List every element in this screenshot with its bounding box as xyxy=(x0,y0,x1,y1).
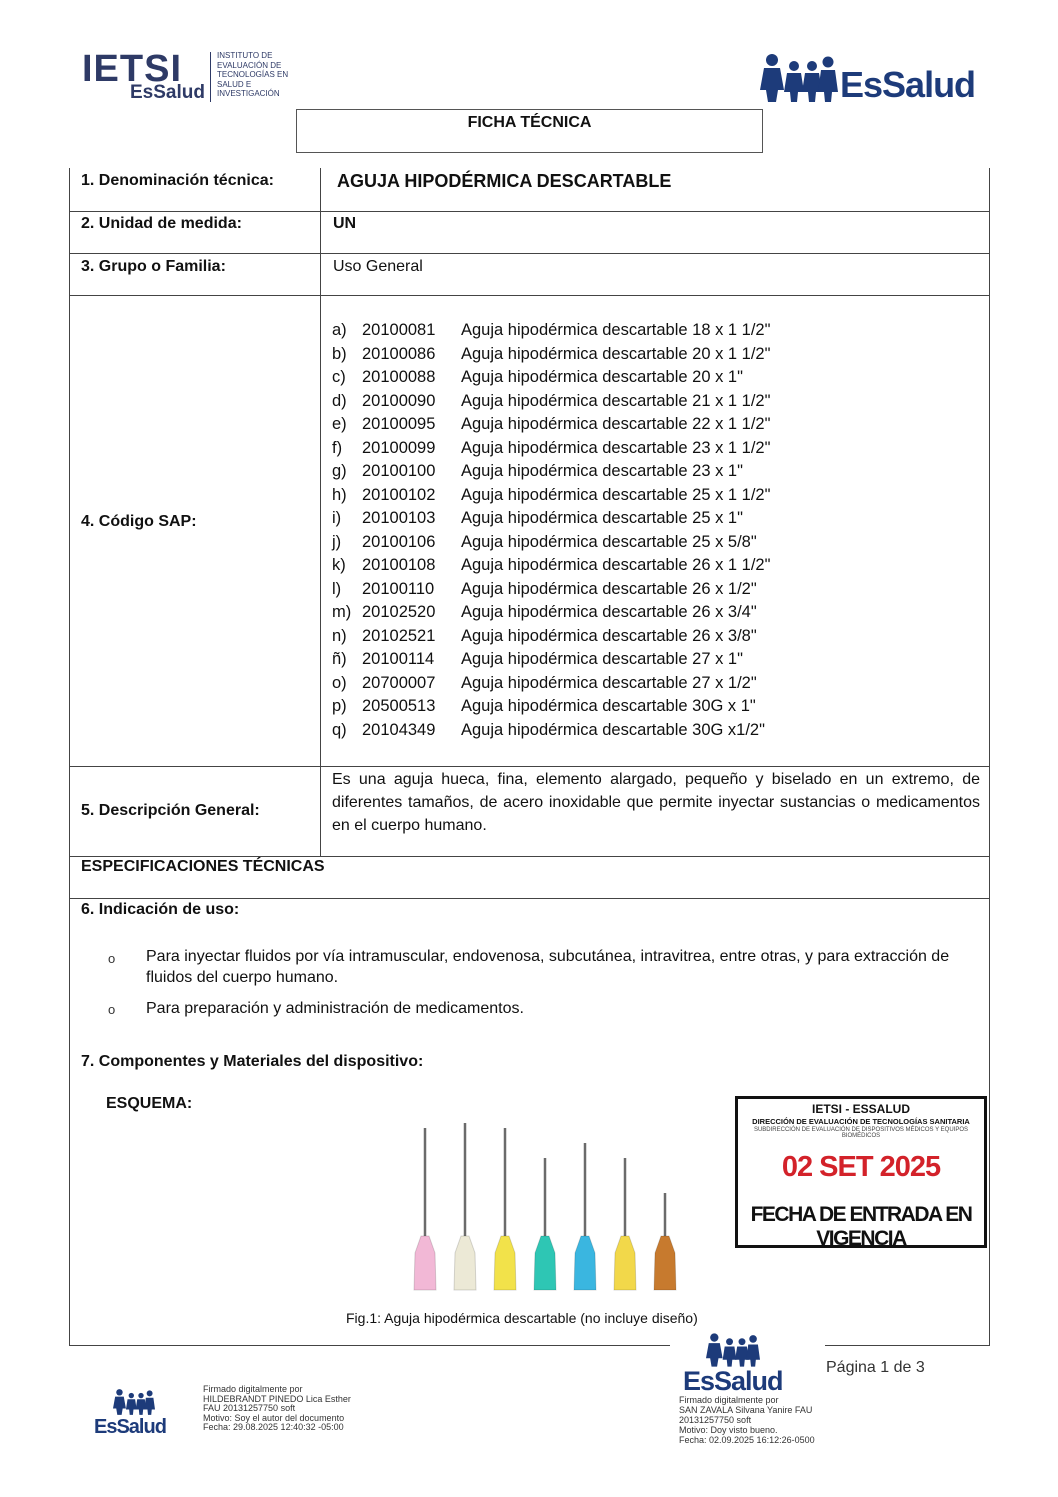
sap-item-description: Aguja hipodérmica descartable 26 x 3/4" xyxy=(461,603,757,621)
needle xyxy=(494,1128,516,1290)
needle xyxy=(574,1143,596,1290)
sap-item-code: 20100095 xyxy=(362,415,436,433)
spec-table xyxy=(69,168,990,1346)
componentes-label: 7. Componentes y Materiales del dispositivo: xyxy=(81,1053,424,1070)
family-icon xyxy=(112,1388,156,1416)
footer-left-logo xyxy=(92,1388,178,1440)
sap-item-code: 20100090 xyxy=(362,391,436,410)
specs-heading: ESPECIFICACIONES TÉCNICAS xyxy=(81,858,325,875)
sap-item-description: Aguja hipodérmica descartable 30G x 1" xyxy=(461,697,756,715)
denominacion-value: AGUJA HIPODÉRMICA DESCARTABLE xyxy=(337,171,672,191)
sap-item-code: 20102521 xyxy=(362,626,436,645)
sap-item-description: Aguja hipodérmica descartable 25 x 5/8" xyxy=(461,532,757,551)
sap-item-code: 20100108 xyxy=(362,556,436,574)
needle xyxy=(454,1123,476,1290)
document-title-box xyxy=(296,109,763,153)
sap-item-letter: n) xyxy=(332,626,347,645)
sap-item-letter: q) xyxy=(332,720,347,739)
needle xyxy=(534,1158,556,1290)
table-bottom-border xyxy=(825,1345,989,1346)
signature-line: Firmado digitalmente por xyxy=(203,1384,303,1394)
logo-separator xyxy=(210,52,211,102)
ietsi-essalud-wordmark: EsSalud xyxy=(130,82,205,103)
validity-stamp xyxy=(735,1096,987,1248)
sap-item-description: Aguja hipodérmica descartable 23 x 1" xyxy=(461,462,743,480)
sap-item-description: Aguja hipodérmica descartable 27 x 1" xyxy=(461,650,743,668)
sap-item-code: 20100114 xyxy=(362,650,435,668)
sap-item-code: 20700007 xyxy=(362,673,436,692)
sap-item-letter: f) xyxy=(332,438,343,457)
stamp-label: FECHA DE ENTRADA EN VIGENCIA xyxy=(750,1203,972,1250)
needle xyxy=(654,1193,676,1290)
sap-label: 4. Código SAP: xyxy=(81,513,197,530)
sap-item-code: 20100102 xyxy=(362,485,436,504)
page-number: Página 1 de 3 xyxy=(826,1359,925,1376)
signature-line: Fecha: 02.09.2025 16:12:26-0500 xyxy=(679,1435,815,1445)
indicacion-bullet-1: Para inyectar fluidos por vía intramuscular, endovenosa, subcutánea, intravitrea, entre otras, y para extracción de fluidos del cuerpo humano. xyxy=(146,948,950,986)
row-divider xyxy=(70,295,989,296)
sap-item-letter: p) xyxy=(332,697,347,715)
row-divider xyxy=(70,211,989,212)
descripcion-value: Es una aguja hueca, fina, elemento alargado, pequeño y biselado en un extremo, de diferentes tamaños, de acero inoxidable que permite inyectar sustancias o medicamentos en el cuerpo humano. xyxy=(332,771,980,834)
essalud-wordmark: EsSalud xyxy=(840,64,976,105)
grupo-label: 3. Grupo o Familia: xyxy=(81,258,226,275)
sap-item-code: 20104349 xyxy=(362,720,436,739)
sap-item-code: 20500513 xyxy=(362,697,436,715)
sap-item-letter: j) xyxy=(332,532,342,551)
sap-item-code: 20100100 xyxy=(362,462,436,480)
sap-item-letter: m) xyxy=(332,603,352,621)
grupo-value: Uso General xyxy=(333,258,423,275)
sap-item-code: 20100103 xyxy=(362,509,436,527)
essalud-logo xyxy=(760,50,990,106)
stamp-date: 02 SET 2025 xyxy=(781,1151,941,1183)
sap-item-description: Aguja hipodérmica descartable 21 x 1 1/2" xyxy=(461,391,771,410)
unidad-value: UN xyxy=(333,215,357,232)
signature-line: SAN ZAVALA Silvana Yanire FAU xyxy=(679,1405,813,1415)
ietsi-wordmark: IETSI xyxy=(82,48,183,90)
family-icon xyxy=(705,1332,761,1368)
sap-item-description: Aguja hipodérmica descartable 27 x 1/2" xyxy=(461,673,757,692)
sap-item-description: Aguja hipodérmica descartable 22 x 1 1/2" xyxy=(461,415,771,433)
sap-item-letter: h) xyxy=(332,485,347,504)
denominacion-label: 1. Denominación técnica: xyxy=(81,172,274,189)
sap-item-letter: d) xyxy=(332,391,347,410)
sap-item-letter: i) xyxy=(332,509,342,527)
bullet-marker: o xyxy=(108,951,116,966)
ietsi-logo xyxy=(82,48,302,106)
signature-line: 20131257750 soft xyxy=(679,1415,752,1425)
sap-item-description: Aguja hipodérmica descartable 20 x 1 1/2" xyxy=(461,344,771,363)
sap-item-code: 20100106 xyxy=(362,532,436,551)
sap-item-description: Aguja hipodérmica descartable 20 x 1" xyxy=(461,368,743,386)
sap-item-letter: o) xyxy=(332,673,347,692)
row-divider xyxy=(70,253,989,254)
sap-item-description: Aguja hipodérmica descartable 26 x 1 1/2" xyxy=(461,556,771,574)
sap-item-code: 20100088 xyxy=(362,368,436,386)
signature-block-left xyxy=(203,1385,373,1433)
needle xyxy=(414,1128,436,1290)
sap-item-letter: g) xyxy=(332,462,347,480)
signature-line: HILDEBRANDT PINEDO Lica Esther xyxy=(203,1393,351,1404)
family-icon xyxy=(760,52,838,104)
footer-left-wordmark: EsSalud xyxy=(94,1416,166,1438)
sap-item-code: 20100086 xyxy=(362,344,436,363)
esquema-label: ESQUEMA: xyxy=(106,1095,193,1112)
signature-line: Firmado digitalmente por xyxy=(679,1395,779,1405)
sap-item-description: Aguja hipodérmica descartable 25 x 1" xyxy=(461,509,743,527)
signature-block-center xyxy=(679,1395,849,1445)
signature-line: Fecha: 29.08.2025 12:40:32 -05:00 xyxy=(203,1422,344,1432)
sap-item-letter: k) xyxy=(332,556,346,574)
needles-image xyxy=(395,1118,725,1293)
sap-item-description: Aguja hipodérmica descartable 18 x 1 1/2" xyxy=(461,321,771,339)
sap-item-description: Aguja hipodérmica descartable 26 x 3/8" xyxy=(461,626,757,645)
ietsi-institute-name: INSTITUTO DE EVALUACIÓN DE TECNOLOGÍAS EN SALUD E INVESTIGACIÓN xyxy=(217,51,289,98)
descripcion-label: 5. Descripción General: xyxy=(81,802,260,819)
sap-item-letter: b) xyxy=(332,344,347,363)
signature-line: Motivo: Soy el autor del documento xyxy=(203,1412,345,1423)
document-title: FICHA TÉCNICA xyxy=(467,114,592,131)
row-divider xyxy=(70,898,989,899)
column-divider xyxy=(320,168,321,856)
sap-item-letter: l) xyxy=(332,579,342,598)
sap-item-letter: c) xyxy=(332,368,346,386)
bullet-marker: o xyxy=(108,1002,116,1017)
stamp-direction: DIRECCIÓN DE EVALUACIÓN DE TECNOLOGÍAS SANITARIA xyxy=(752,1117,970,1126)
signature-line: Motivo: Doy visto bueno. xyxy=(679,1425,778,1435)
needle xyxy=(614,1158,636,1290)
stamp-org: IETSI - ESSALUD xyxy=(811,1102,910,1116)
sap-item-letter: ñ) xyxy=(332,650,347,668)
sap-item-description: Aguja hipodérmica descartable 30G x1/2" xyxy=(461,720,765,739)
table-bottom-border xyxy=(70,1345,670,1346)
sap-item-code: 20100081 xyxy=(362,321,436,339)
unidad-label: 2. Unidad de medida: xyxy=(81,215,242,232)
row-divider xyxy=(70,856,989,857)
figure-caption: Fig.1: Aguja hipodérmica descartable (no incluye diseño) xyxy=(346,1310,698,1326)
sap-item-code: 20100099 xyxy=(362,438,436,457)
stamp-subdirection: SUBDIRECCIÓN DE EVALUACIÓN DE DISPOSITIVOS MÉDICOS Y EQUIPOS BIOMÉDICOS xyxy=(753,1127,969,1139)
sap-item-description: Aguja hipodérmica descartable 23 x 1 1/2" xyxy=(461,438,771,457)
sap-item-description: Aguja hipodérmica descartable 25 x 1 1/2" xyxy=(461,485,771,504)
sap-item-code: 20100110 xyxy=(362,579,435,598)
indicacion-bullet-2: Para preparación y administración de medicamentos. xyxy=(146,1000,524,1017)
signature-line: FAU 20131257750 soft xyxy=(203,1403,296,1413)
sap-item-description: Aguja hipodérmica descartable 26 x 1/2" xyxy=(461,579,757,598)
row-divider xyxy=(70,766,989,767)
footer-center-wordmark: EsSalud xyxy=(683,1366,783,1396)
indicacion-label: 6. Indicación de uso: xyxy=(81,901,240,918)
footer-center-logo xyxy=(683,1332,783,1400)
sap-item-letter: e) xyxy=(332,415,347,433)
sap-item-code: 20102520 xyxy=(362,603,436,621)
sap-item-letter: a) xyxy=(332,321,347,339)
